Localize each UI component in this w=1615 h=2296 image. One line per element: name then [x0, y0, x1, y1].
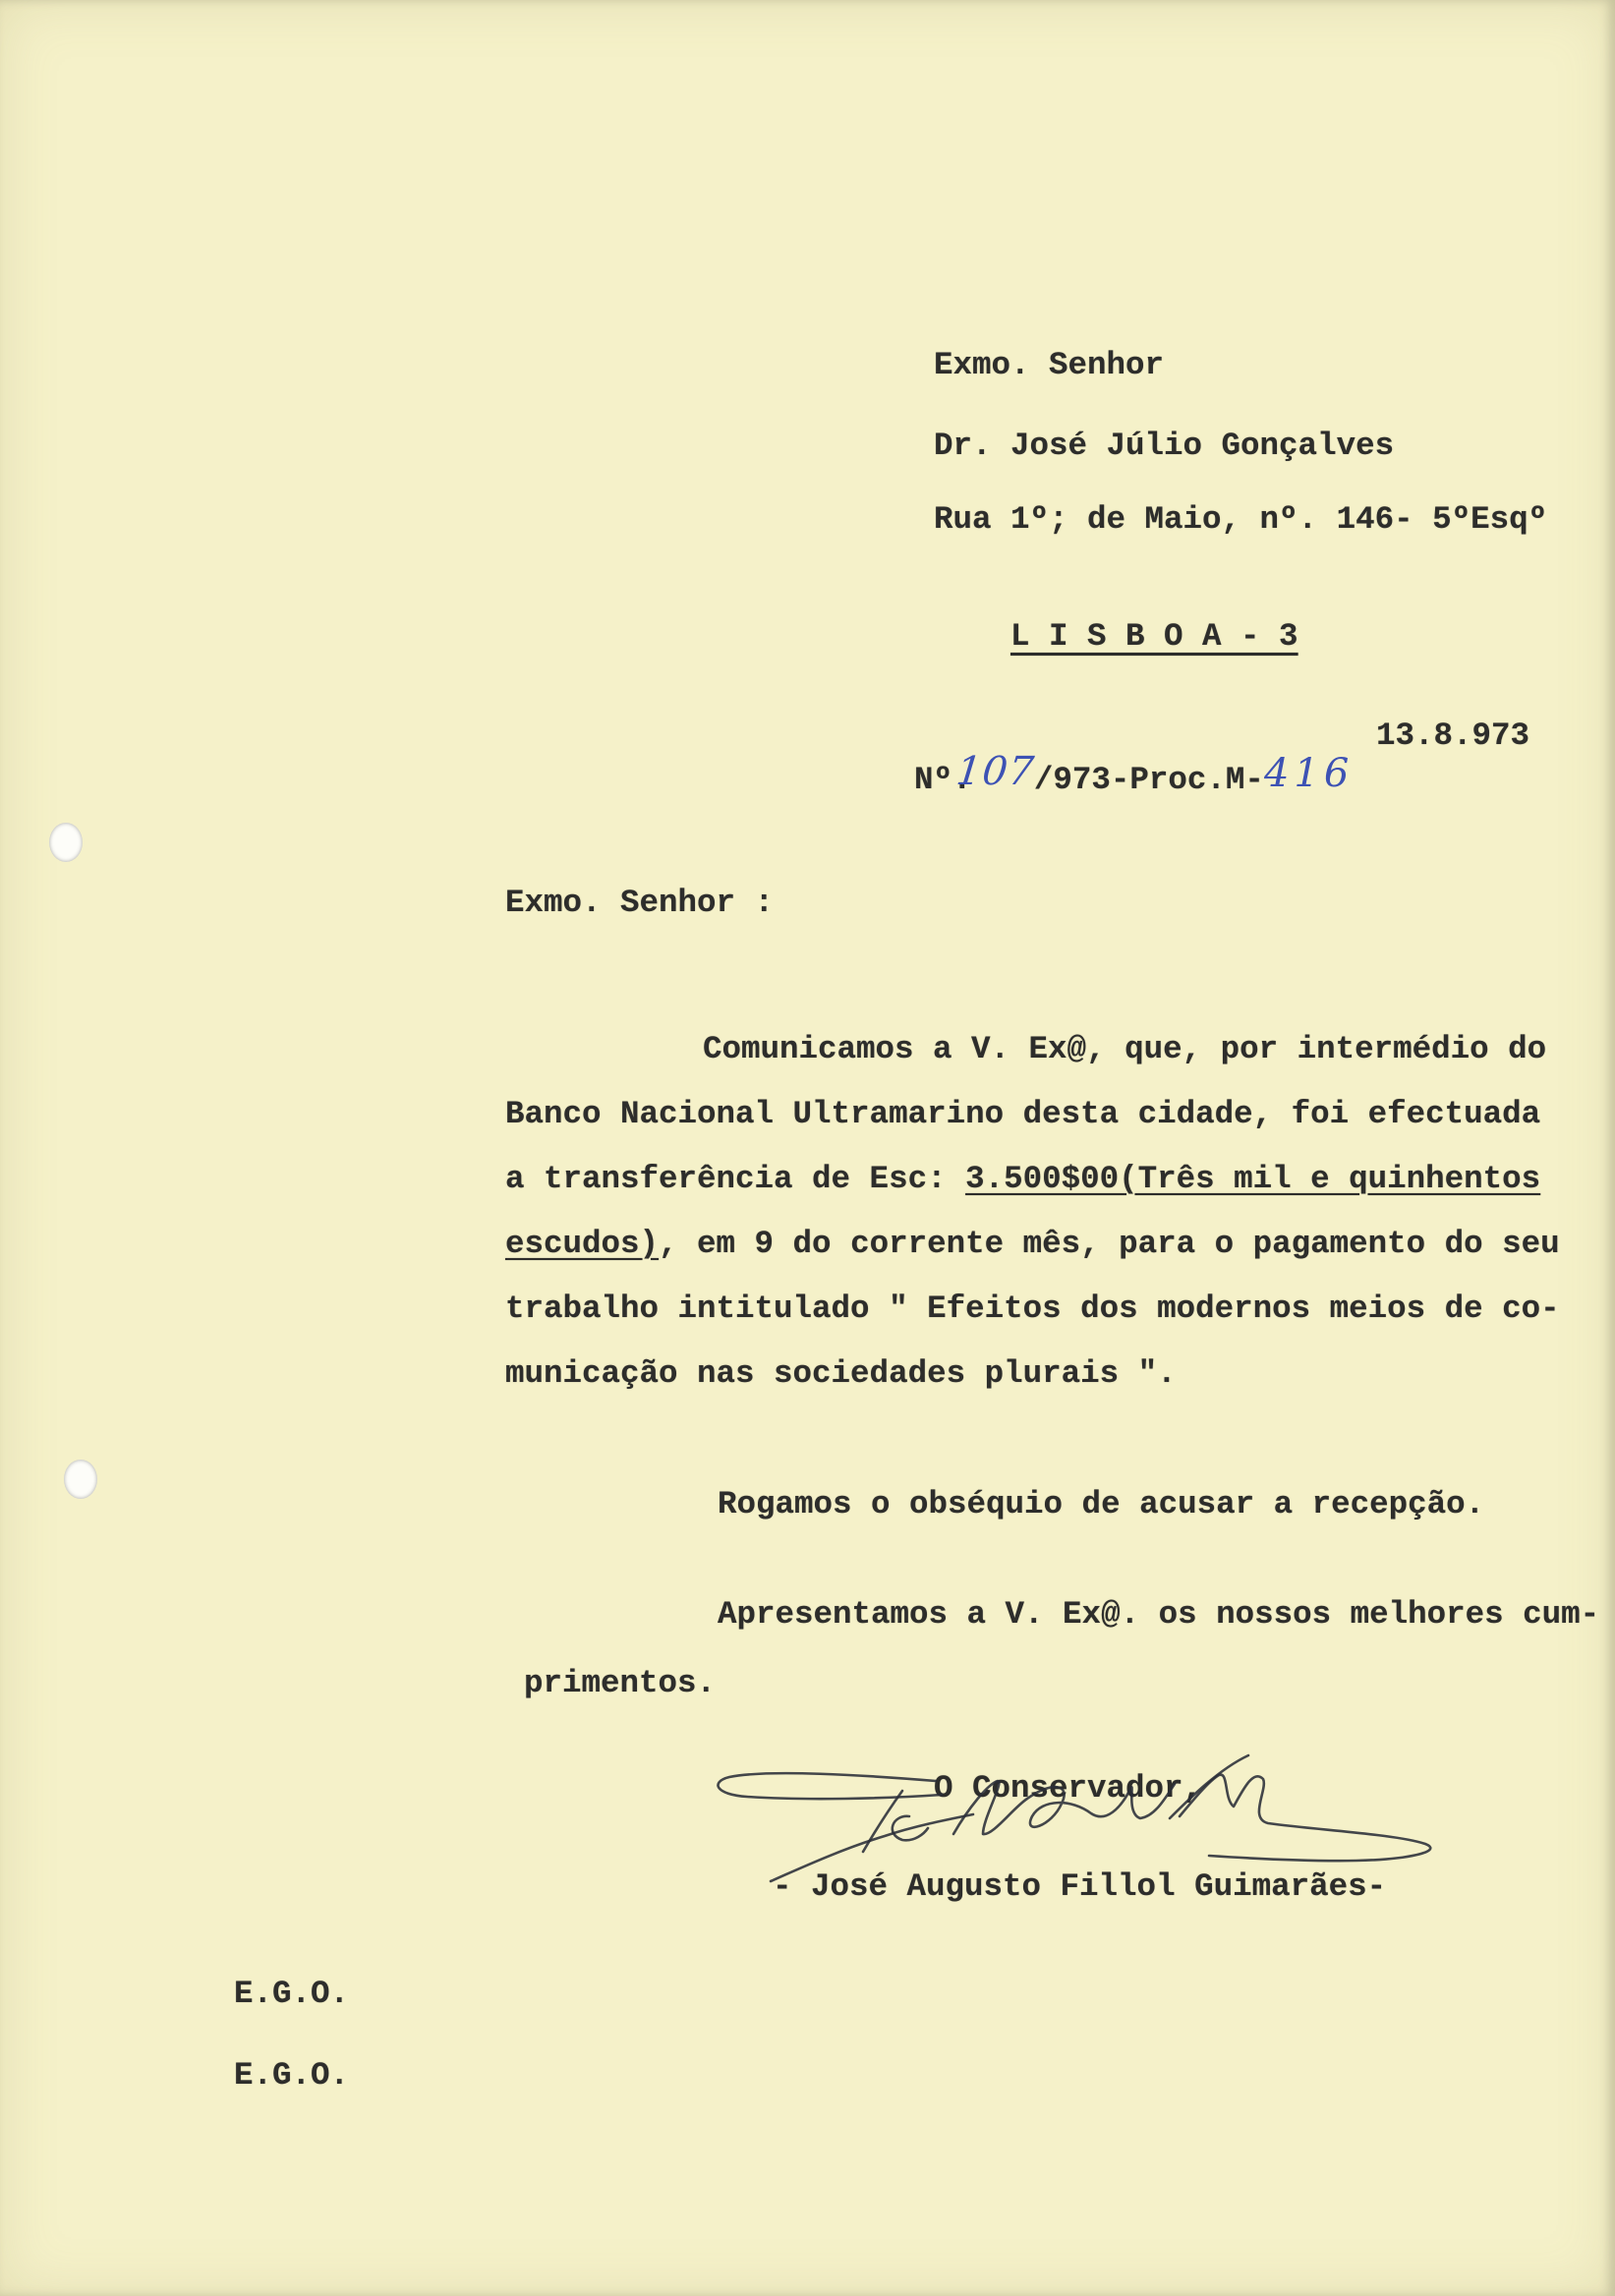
paragraph-1-line-2: Banco Nacional Ultramarino desta cidade, foi efectuada	[505, 1096, 1541, 1132]
signature-stroke	[893, 1816, 928, 1840]
recipient-address: Rua 1º; de Maio, nº. 146- 5ºEsqº	[934, 501, 1548, 538]
reference-number-handwritten: 107	[953, 749, 1037, 794]
paragraph-1-line-5: trabalho intitulado " Efeitos dos modernos meios de co-	[505, 1291, 1560, 1327]
signatory-name: - José Augusto Fillol Guimarães-	[773, 1868, 1387, 1905]
signature-stroke	[1180, 1775, 1430, 1862]
closing-title: O Conservador,	[934, 1770, 1203, 1807]
letter-date: 13.8.973	[1376, 718, 1530, 754]
recipient-salutation: Exmo. Senhor	[934, 347, 1165, 383]
payment-text: , em 9 do corrente mês, para o pagamento do seu	[659, 1226, 1560, 1262]
reference-process-handwritten: 416	[1263, 751, 1355, 796]
reference-middle: /973-Proc.M-	[1033, 762, 1264, 798]
transfer-text: a transferência de Esc:	[505, 1161, 966, 1197]
signature-stroke	[718, 1773, 942, 1799]
recipient-name: Dr. José Júlio Gonçalves	[934, 428, 1395, 464]
copy-notation-1: E.G.O.	[234, 1976, 350, 2012]
paragraph-1-line-6: municação nas sociedades plurais ".	[505, 1355, 1177, 1392]
recipient-city-text: L I S B O A - 3	[1010, 618, 1298, 655]
paragraph-3-line-1: Apresentamos a V. Ex@. os nossos melhores cum-	[718, 1596, 1600, 1633]
greeting: Exmo. Senhor :	[505, 885, 775, 921]
recipient-city	[934, 578, 1322, 696]
paragraph-1-line-1: Comunicamos a V. Ex@, que, por intermédio do	[703, 1031, 1547, 1067]
signature-stroke	[863, 1791, 902, 1852]
paragraph-3-line-2: primentos.	[524, 1665, 717, 1701]
reference-line	[837, 717, 1354, 839]
reference-prefix: Nº.	[914, 762, 972, 798]
paragraph-1-line-4	[505, 1225, 1560, 1264]
copy-notation-2: E.G.O.	[234, 2057, 350, 2094]
transfer-amount: 3.500$00(Três mil e quinhentos	[965, 1161, 1541, 1197]
punch-hole-top	[49, 823, 83, 862]
punch-hole-bottom	[64, 1460, 97, 1499]
paragraph-2: Rogamos o obséquio de acusar a recepção.	[718, 1486, 1485, 1522]
paragraph-1-line-3	[505, 1160, 1540, 1199]
transfer-amount-continued: escudos)	[505, 1226, 660, 1262]
